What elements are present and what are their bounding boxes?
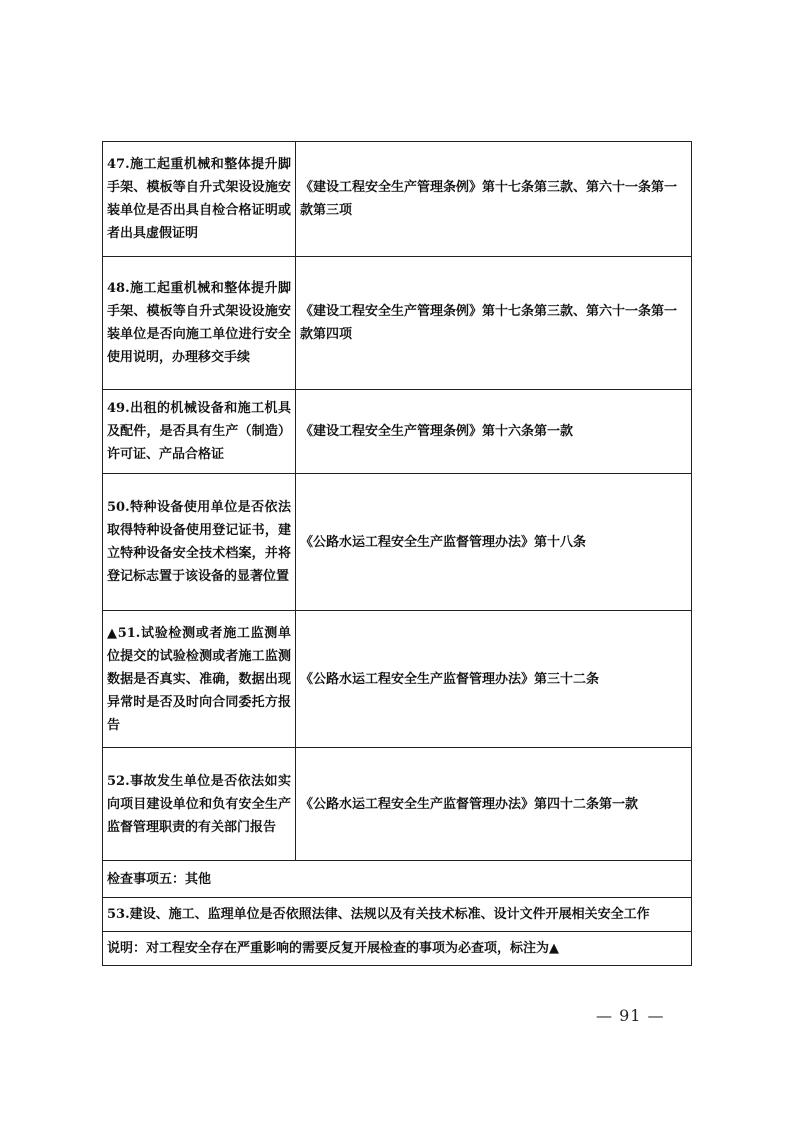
note-row [103,932,692,966]
table-row [103,748,692,861]
item-cell: ▲51.试验检测或者施工监测单位提交的试验检测或者施工监测数据是否真实、准确，数据出现异常时是否及时向合同委托方报告 [103,611,296,748]
basis-cell: 《公路水运工程安全生产监督管理办法》第四十二条第一款 [296,748,692,861]
inspection-table [102,141,692,966]
basis-cell: 《公路水运工程安全生产监督管理办法》第三十二条 [296,611,692,748]
item-cell: 47.施工起重机械和整体提升脚手架、模板等自升式架设设施安装单位是否出具自检合格证明或者出具虚假证明 [103,142,296,257]
item-53-cell: 53.建设、施工、监理单位是否依照法律、法规以及有关技术标准、设计文件开展相关安全工作 [103,898,692,932]
basis-cell: 《建设工程安全生产管理条例》第十七条第三款、第六十一条第一款第三项 [296,142,692,257]
section-header: 检查事项五：其他 [103,861,692,898]
item-cell: 52.事故发生单位是否依法如实向项目建设单位和负有安全生产监督管理职责的有关部门报告 [103,748,296,861]
table-row [103,257,692,390]
note-cell: 说明：对工程安全存在严重影响的需要反复开展检查的事项为必查项，标注为▲ [103,932,692,966]
table-row [103,390,692,474]
item-cell: 50.特种设备使用单位是否依法取得特种设备使用登记证书，建立特种设备安全技术档案，并将登记标志置于该设备的显著位置 [103,474,296,611]
item-cell: 49.出租的机械设备和施工机具及配件，是否具有生产（制造）许可证、产品合格证 [103,390,296,474]
item-cell: 48.施工起重机械和整体提升脚手架、模板等自升式架设设施安装单位是否向施工单位进行安全使用说明，办理移交手续 [103,257,296,390]
table-row [103,898,692,932]
basis-cell: 《建设工程安全生产管理条例》第十六条第一款 [296,390,692,474]
table-row [103,611,692,748]
table-row [103,474,692,611]
basis-cell: 《公路水运工程安全生产监督管理办法》第十八条 [296,474,692,611]
basis-cell: 《建设工程安全生产管理条例》第十七条第三款、第六十一条第一款第四项 [296,257,692,390]
page-number: — 91 — [596,1006,665,1025]
section-header-row [103,861,692,898]
table-row [103,142,692,257]
